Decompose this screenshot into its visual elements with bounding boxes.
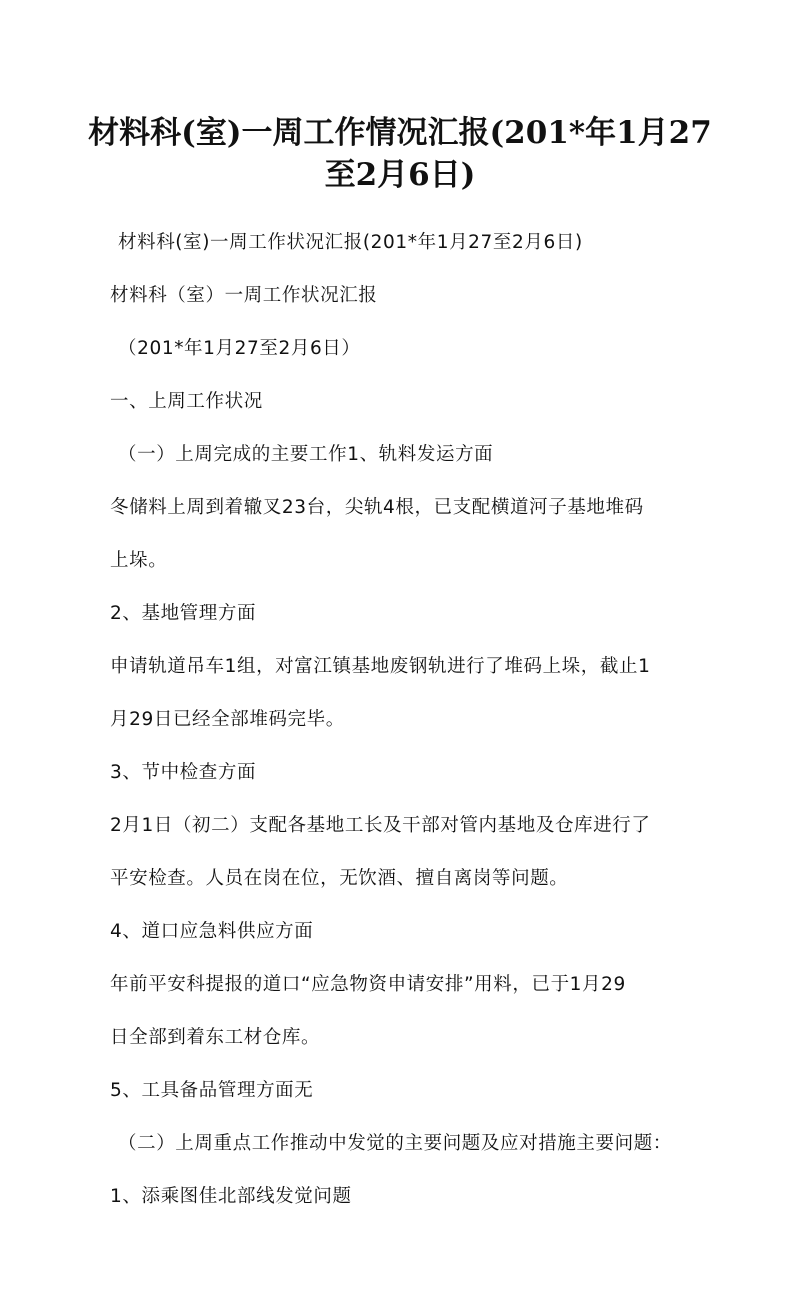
- body-line-date-range: （201*年1月27至2月6日）: [118, 338, 361, 359]
- body-line-report-heading: 材料科（室）一周工作状况汇报: [110, 285, 378, 306]
- subsection-heading-completed-work: （一）上周完成的主要工作1、轨料发运方面: [118, 444, 494, 465]
- item-heading-holiday-inspection: 3、节中检查方面: [110, 762, 257, 783]
- document-title-line-2: 至2月6日): [324, 157, 476, 193]
- section-heading-last-week: 一、上周工作状况: [110, 391, 263, 412]
- body-line-emergency-material: 年前平安科提报的道口“应急物资申请安排”用料，已于1月29: [110, 974, 626, 995]
- body-line-subtitle: 材料科(室)一周工作状况汇报(201*年1月27至2月6日): [118, 232, 583, 253]
- body-line-inspection-arrangement: 2月1日（初二）支配各基地工长及干部对管内基地及仓库进行了: [110, 815, 651, 836]
- body-line-stacking-complete: 月29日已经全部堆码完毕。: [110, 709, 345, 730]
- body-line-winter-material: 冬储料上周到着辙叉23台，尖轨4根，已支配横道河子基地堆码: [110, 497, 644, 518]
- body-line-safety-check: 平安检查。人员在岗在位，无饮酒、擅自离岗等问题。: [110, 868, 569, 889]
- document-title-line-1: 材料科(室)一周工作情况汇报(201*年1月27: [88, 115, 712, 151]
- item-heading-line-problems: 1、添乘图佳北部线发觉问题: [110, 1186, 352, 1207]
- item-heading-tools-management: 5、工具备品管理方面无: [110, 1080, 314, 1101]
- item-heading-crossing-supply: 4、道口应急料供应方面: [110, 921, 314, 942]
- subsection-heading-problems: （二）上周重点工作推动中发觉的主要问题及应对措施主要问题：: [118, 1133, 672, 1154]
- item-heading-base-management: 2、基地管理方面: [110, 603, 257, 624]
- body-line-crane-request: 申请轨道吊车1组，对富江镇基地废钢轨进行了堆码上垛，截止1: [110, 656, 651, 677]
- body-line-stacking: 上垛。: [110, 550, 168, 571]
- body-line-warehouse-arrival: 日全部到着东工材仓库。: [110, 1027, 321, 1048]
